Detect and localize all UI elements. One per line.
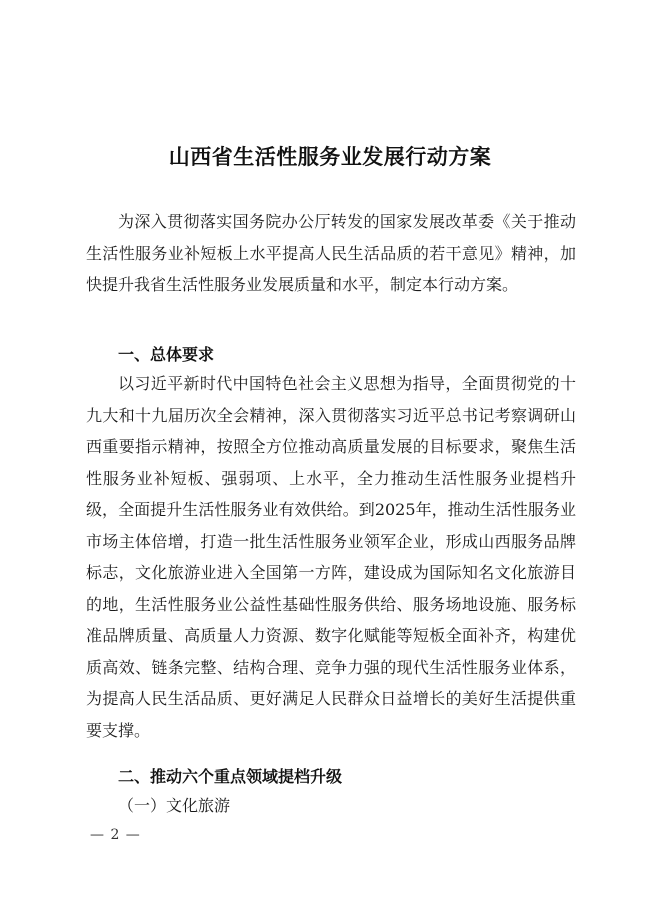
intro-paragraph: 为深入贯彻落实国务院办公厅转发的国家发展改革委《关于推动生活性服务业补短板上水平提高人民生活品质的若干意见》精神，加快提升我省生活性服务业发展质量和水平，制定本行动方案。 (86, 212, 576, 294)
section-heading-general-requirements: 一、总体要求 (118, 345, 215, 364)
section-heading-key-areas: 二、推动六个重点领域提档升级 (118, 767, 343, 786)
general-requirements-paragraph: 以习近平新时代中国特色社会主义思想为指导，全面贯彻党的十九大和十九届历次全会精神，深入贯彻落实习近平总书记考察调研山西重要指示精神，按照全方位推动高质量发展的目标要求，聚焦生活性服务业补短板、强弱项、上水平，全力推动生活性服务业提档升级，全面提升生活性服务业有效供给。到2025年，推动生活性服务业市场主体倍增，打造一批生活性服务业领军企业，形成山西服务品牌标志，文化旅游业进入全国第一方阵，建设成为国际知名文化旅游目的地，生活性服务业公益性基础性服务供给、服务场地设施、服务标准品牌质量、高质量人力资源、数字化赋能等短板全面补齐，构建优质高效、链条完整、结构合理、竞争力强的现代生活性服务业体系，为提高人民生活品质、更好满足人民群众日益增长的美好生活提供重要支撑。 (86, 374, 576, 740)
document-title: 山西省生活性服务业发展行动方案 (168, 145, 492, 169)
page-number: — 2 — (90, 827, 141, 843)
subsection-heading-culture-tourism: （一）文化旅游 (118, 796, 231, 815)
